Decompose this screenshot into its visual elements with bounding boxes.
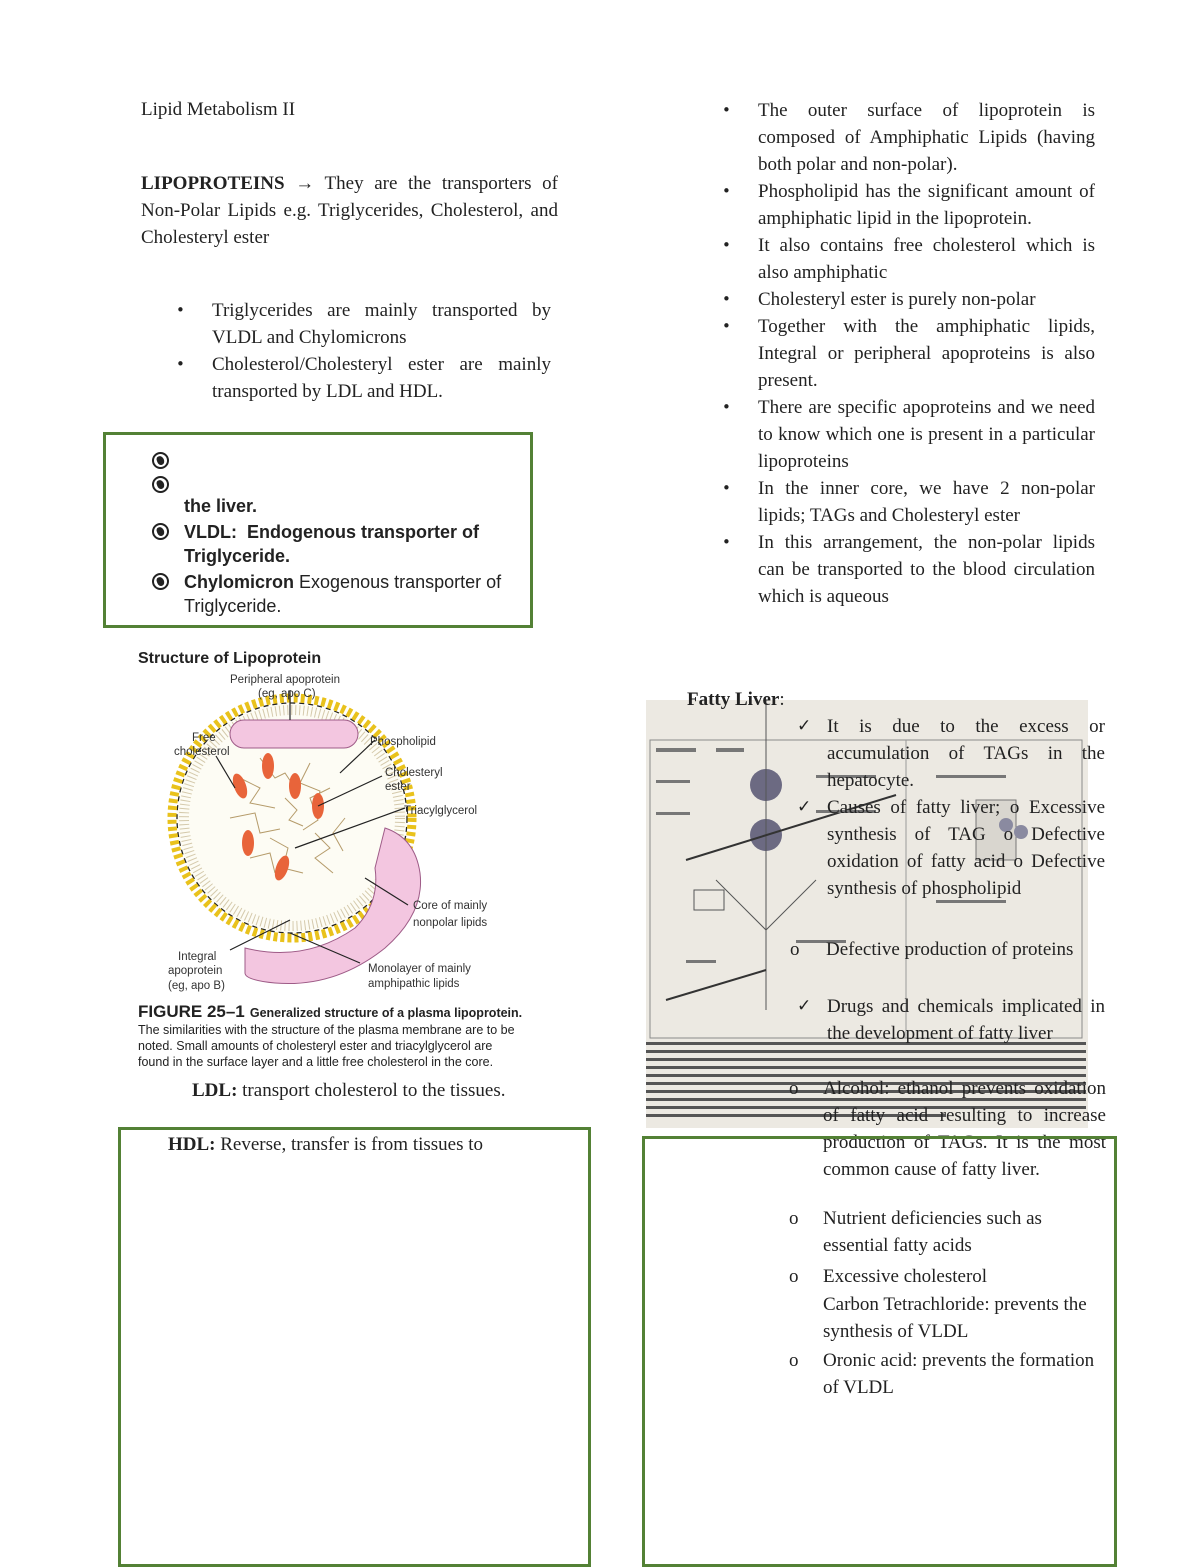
right-bullet-list [758, 97, 1095, 610]
list-item: • In the inner core, we have 2 non-polar lipids; TAGs and Cholesteryl ester [758, 475, 1095, 529]
carbon-item: Carbon Tetrachloride: prevents the synthesis of VLDL [823, 1294, 1087, 1342]
caption-label: FIGURE 25–1 [138, 1002, 245, 1021]
vldl-text: VLDL: Endogenous transporter of Triglyceride. [184, 522, 480, 566]
label-phospholipid: Phospholipid [370, 736, 436, 748]
label-free-cholesterol: cholesterol [174, 746, 230, 758]
box-item-chylomicron [152, 570, 537, 618]
list-item: • The outer surface of lipoprotein is composed of Amphiphatic Lipids (having both polar and non-polar). [758, 97, 1095, 178]
label-core: Core of mainly [413, 900, 488, 912]
figure-caption [138, 1002, 523, 1070]
box-item-2 [152, 473, 522, 518]
label-monolayer: Monolayer of mainly [368, 963, 471, 975]
hdl-line: HDL: Reverse, transfer is from tissues to [168, 1134, 484, 1155]
excess-cholesterol-item: Excessive cholesterol [823, 1266, 988, 1287]
list-item: • In this arrangement, the non-polar lipids can be transported to the blood circulation which is aqueous [758, 529, 1095, 610]
globe-icon [152, 573, 169, 590]
lipoproteins-intro [141, 170, 558, 251]
peripheral-apoprotein [230, 720, 358, 748]
label-apoprotein: apoprotein [168, 965, 223, 977]
fatty-liver-check-3: Drugs and chemicals implicated in the development of fatty liver [827, 996, 1105, 1044]
box-item-1 [152, 449, 182, 473]
lipoprotein-diagram [160, 668, 520, 998]
label-ester: ester [385, 781, 411, 793]
alcohol-item: Alcohol: ethanol prevents oxidation of fatty acid resulting to increase production of TAGs. It is the most common cause of fatty liver. [823, 1078, 1106, 1180]
list-item: • It also contains free cholesterol which is also amphiphatic [758, 232, 1095, 286]
globe-icon [152, 476, 169, 493]
fatty-liver-heading: Fatty Liver: [687, 689, 785, 710]
list-item: • There are specific apoproteins and we need to know which one is present in a particular lipoproteins [758, 394, 1095, 475]
globe-icon [152, 523, 169, 540]
label-peripheral-eg: (eg, apo C) [258, 688, 316, 700]
label-peripheral: Peripheral apoprotein [230, 674, 340, 686]
hdl-box [118, 1127, 591, 1567]
chylomicron-text: Chylomicron Exogenous transporter of Triglyceride. [184, 572, 502, 616]
globe-icon [152, 452, 169, 469]
left-bullet-list [212, 297, 551, 405]
label-cholesteryl: Cholesteryl [385, 767, 443, 779]
label-triacylglycerol: Triacylglycerol [404, 805, 478, 817]
fatty-liver-causes: Causes of fatty liver; o Excessive synthesis of TAG o Defective oxidation of fatty acid o Defective synthesis of phospholipid [827, 797, 1106, 899]
nutrient-item: Nutrient deficiencies such as essential fatty acids [823, 1208, 1042, 1256]
label-integral: Integral [178, 951, 217, 963]
fatty-liver-check-1: It is due to the excess or accumulation of TAGs in the hepatocyte. [827, 716, 1105, 791]
label-amphipathic: amphipathic lipids [368, 978, 460, 990]
arrow: → [295, 173, 315, 194]
cause-protein: o Defective production of proteins [790, 939, 1074, 960]
list-item: • Cholesteryl ester is purely non-polar [758, 286, 1095, 313]
lipoproteins-term: LIPOPROTEINS [141, 173, 285, 194]
box-item-2-text: the liver. [184, 496, 258, 516]
list-item: • Triglycerides are mainly transported by VLDL and Chylomicrons [212, 297, 551, 351]
oronic-item: Oronic acid: prevents the formation of VLDL [823, 1350, 1095, 1398]
box-item-vldl [152, 520, 522, 568]
doc-title: Lipid Metabolism II [141, 99, 296, 120]
ldl-line: LDL: transport cholesterol to the tissues. [192, 1080, 506, 1101]
list-item: • Cholesterol/Cholesteryl ester are mainly transported by LDL and HDL. [212, 351, 551, 405]
label-apo-b: (eg, apo B) [168, 980, 225, 992]
label-free: Free [192, 732, 216, 744]
lipoproteins-text: They are the transporters of Non-Polar Lipids e.g. Triglycerides, Cholesterol, and Cholesteryl ester [141, 173, 559, 248]
caption-title: Generalized structure of a plasma lipoprotein. [249, 1006, 523, 1020]
caption-body: The similarities with the structure of the plasma membrane are to be noted. Small amounts of cholesteryl ester and triacylglycerol are found in the surface layer and a little free cholesterol in the core. [138, 1023, 515, 1069]
label-core-2: nonpolar lipids [413, 917, 488, 929]
list-item: • Together with the amphiphatic lipids, Integral or peripheral apoproteins is also present. [758, 313, 1095, 394]
figure-heading: Structure of Lipoprotein [138, 650, 322, 667]
list-item: • Phospholipid has the significant amount of amphiphatic lipid in the lipoprotein. [758, 178, 1095, 232]
